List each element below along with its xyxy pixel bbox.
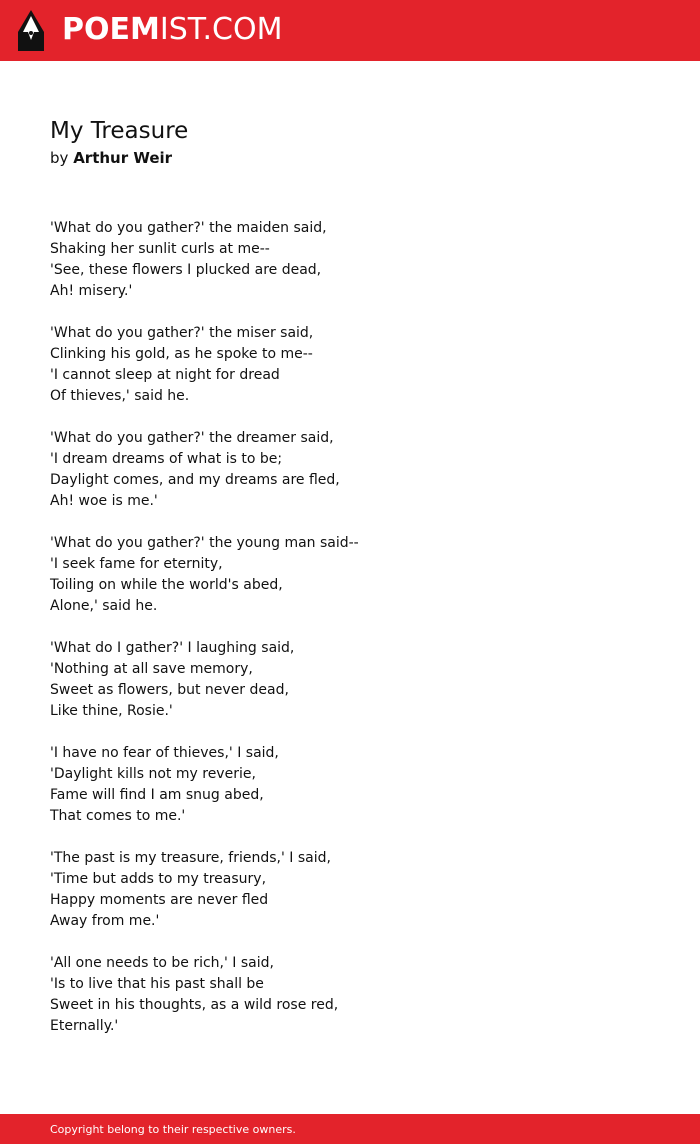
stanza-5 xyxy=(50,638,650,722)
site-logo[interactable] xyxy=(62,13,282,47)
poem-line: 'What do you gather?' the dreamer said, xyxy=(50,430,334,446)
stanza-2 xyxy=(50,323,650,407)
poem-line: Happy moments are never fled xyxy=(50,892,269,908)
poem-line: Ah! woe is me.' xyxy=(50,493,158,509)
poem-line: 'Nothing at all save memory, xyxy=(50,661,253,677)
poem-title: My Treasure xyxy=(50,118,189,144)
poem-content xyxy=(50,116,650,1058)
poem-line: Toiling on while the world's abed, xyxy=(50,577,283,593)
stanza-4 xyxy=(50,533,650,617)
pen-nib-icon[interactable] xyxy=(18,10,44,51)
byline xyxy=(50,146,650,170)
poem-line: 'The past is my treasure, friends,' I said, xyxy=(50,850,331,866)
poem-line: Sweet as flowers, but never dead, xyxy=(50,682,289,698)
poem-line: Alone,' said he. xyxy=(50,598,158,614)
poem-line: 'All one needs to be rich,' I said, xyxy=(50,955,274,971)
stanza-7 xyxy=(50,848,650,932)
poem-line: 'I dream dreams of what is to be; xyxy=(50,451,283,467)
stanza-8 xyxy=(50,953,650,1037)
poem-line: Like thine, Rosie.' xyxy=(50,703,173,719)
logo-light-text: IST.COM xyxy=(159,12,283,47)
poem-line: Eternally.' xyxy=(50,1018,119,1034)
poem-line: 'What do you gather?' the maiden said, xyxy=(50,220,327,236)
poem-line: 'What do you gather?' the miser said, xyxy=(50,325,314,341)
poem-line: That comes to me.' xyxy=(50,808,186,824)
poem-line: 'Daylight kills not my reverie, xyxy=(50,766,256,782)
poem-line: 'Time but adds to my treasury, xyxy=(50,871,267,887)
stanza-1 xyxy=(50,218,650,302)
poem-line: Clinking his gold, as he spoke to me-- xyxy=(50,346,313,362)
poem-line: 'I seek fame for eternity, xyxy=(50,556,223,572)
site-header xyxy=(0,0,700,61)
site-footer xyxy=(0,1114,700,1144)
poem-line: Shaking her sunlit curls at me-- xyxy=(50,241,270,257)
author-name: Arthur Weir xyxy=(73,149,173,167)
poem-line: Ah! misery.' xyxy=(50,283,133,299)
poem-line: 'I have no fear of thieves,' I said, xyxy=(50,745,279,761)
poem-line: 'What do I gather?' I laughing said, xyxy=(50,640,295,656)
stanza-6 xyxy=(50,743,650,827)
poem-line: Sweet in his thoughts, as a wild rose red, xyxy=(50,997,339,1013)
copyright-notice: Copyright belong to their respective owners. xyxy=(50,1123,296,1136)
logo-bold-text: POEM xyxy=(62,12,160,47)
poem-line: Of thieves,' said he. xyxy=(50,388,190,404)
poem-line: 'I cannot sleep at night for dread xyxy=(50,367,280,383)
poem-line: Away from me.' xyxy=(50,913,160,929)
poem-line: Daylight comes, and my dreams are fled, xyxy=(50,472,340,488)
poem-line: 'Is to live that his past shall be xyxy=(50,976,264,992)
poem-line: 'See, these flowers I plucked are dead, xyxy=(50,262,322,278)
stanza-3 xyxy=(50,428,650,512)
poem-line: Fame will find I am snug abed, xyxy=(50,787,264,803)
by-label: by xyxy=(50,149,69,167)
poem-body xyxy=(50,218,650,1037)
poem-line: 'What do you gather?' the young man said-- xyxy=(50,535,359,551)
